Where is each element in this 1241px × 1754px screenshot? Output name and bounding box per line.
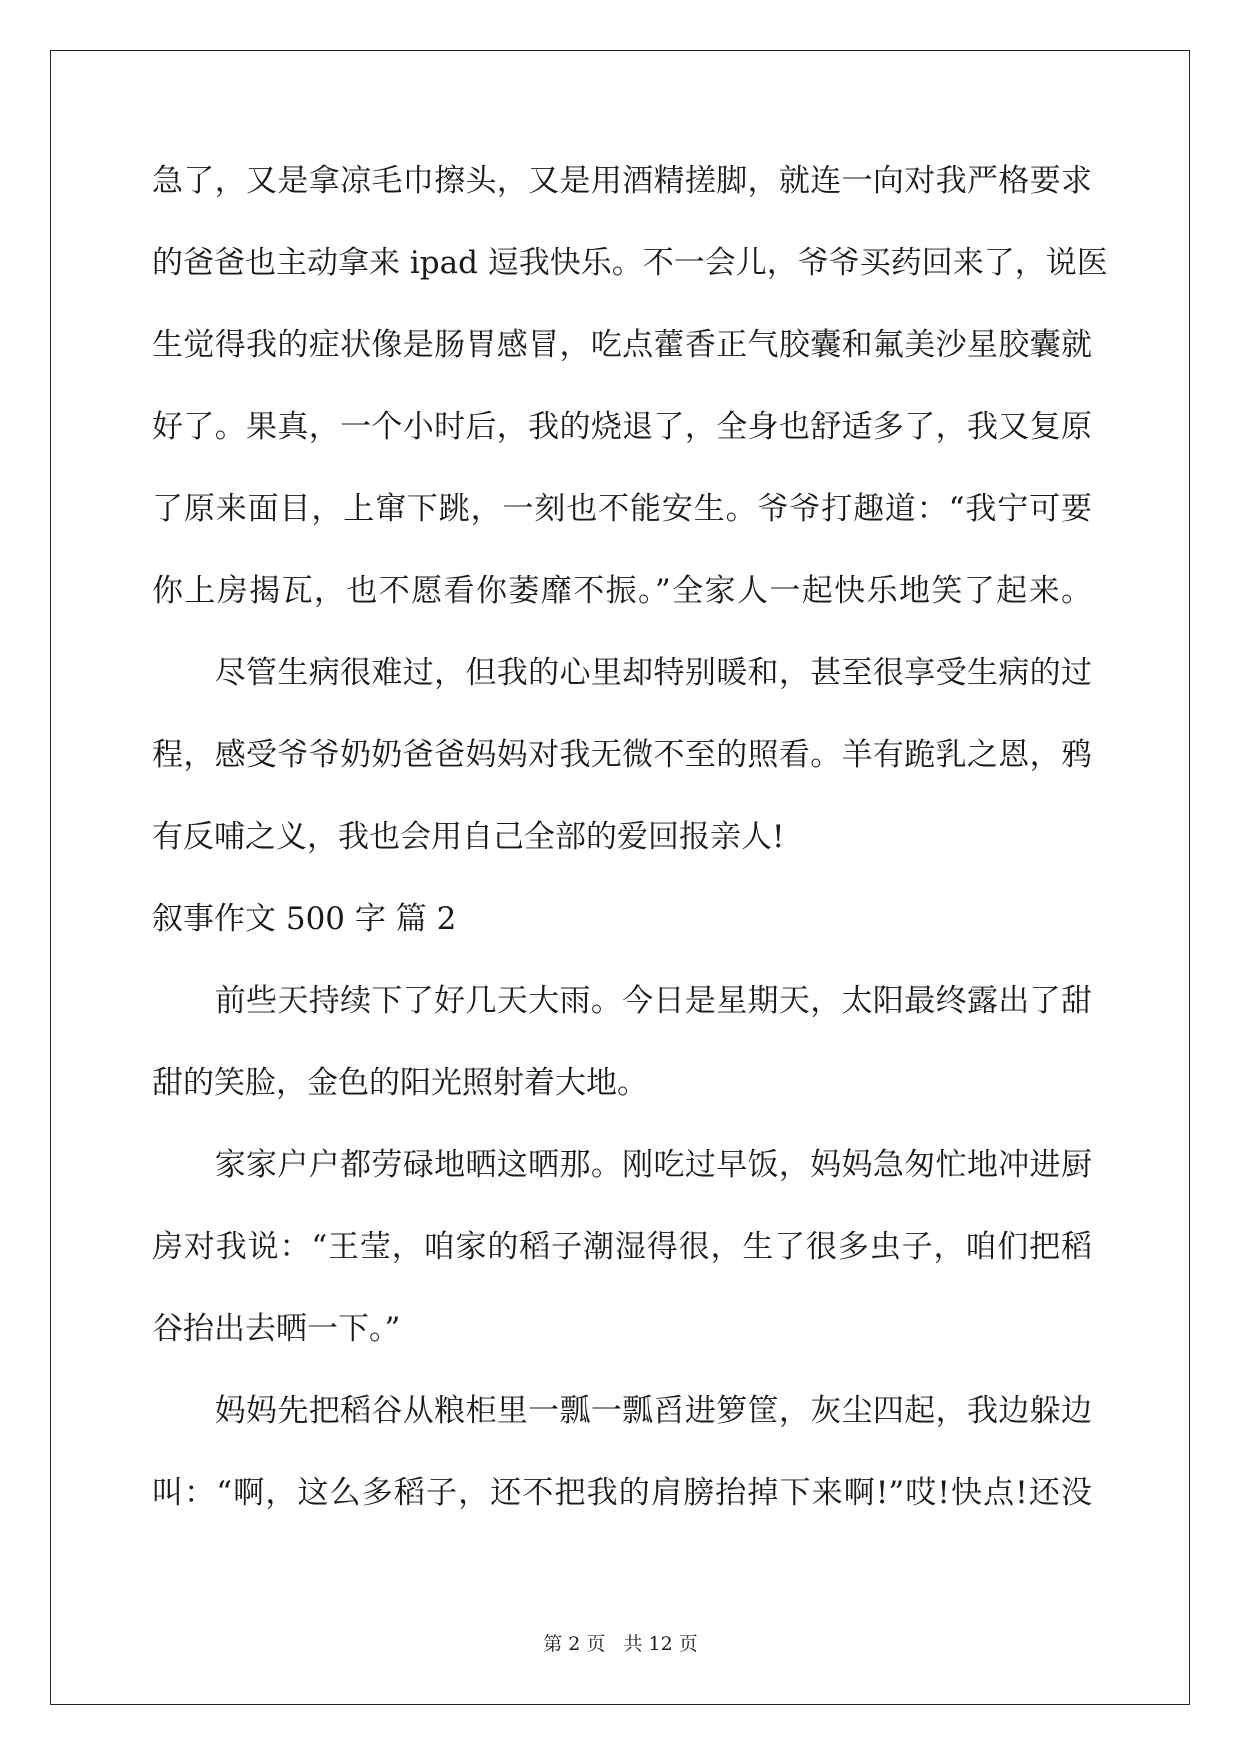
text-line: 谷抬出去晒一下。” bbox=[152, 1311, 401, 1347]
page-footer bbox=[0, 1629, 1241, 1656]
text-line: 房对我说：“王莹，咱家的稻子潮湿得很，生了很多虫子，咱们把稻 bbox=[152, 1229, 1092, 1265]
text-line: 程，感受爷爷奶奶爸爸妈妈对我无微不至的照看。羊有跪乳之恩，鸦 bbox=[152, 737, 1092, 773]
text-line: 家家户户都劳碌地晒这晒那。刚吃过早饭，妈妈急匆忙地冲进厨 bbox=[152, 1147, 1092, 1183]
text-line: 尽管生病很难过，但我的心里却特别暖和，甚至很享受生病的过 bbox=[152, 655, 1092, 691]
page-total: 共 12 页 bbox=[623, 1633, 698, 1655]
text-line: 你上房揭瓦，也不愿看你萎靡不振。”全家人一起快乐地笑了起来。 bbox=[152, 573, 1092, 609]
page-number: 第 2 页 bbox=[543, 1633, 606, 1655]
text-line: 了原来面目，上窜下跳，一刻也不能安生。爷爷打趣道：“我宁可要 bbox=[152, 491, 1092, 527]
text-line: 生觉得我的症状像是肠胃感冒，吃点藿香正气胶囊和氟美沙星胶囊就 bbox=[152, 327, 1092, 363]
section-heading: 叙事作文 500 字 篇 2 bbox=[152, 901, 457, 937]
text-line: 的爸爸也主动拿来 ipad 逗我快乐。不一会儿，爷爷买药回来了，说医 bbox=[152, 245, 1108, 281]
text-line: 妈妈先把稻谷从粮柜里一瓢一瓢舀进箩筐，灰尘四起，我边躲边 bbox=[152, 1393, 1092, 1429]
text-line: 有反哺之义，我也会用自己全部的爱回报亲人! bbox=[152, 819, 785, 855]
text-line: 前些天持续下了好几天大雨。今日是星期天，太阳最终露出了甜 bbox=[152, 983, 1092, 1019]
text-line: 甜的笑脸，金色的阳光照射着大地。 bbox=[152, 1065, 648, 1101]
text-line: 好了。果真，一个小时后，我的烧退了，全身也舒适多了，我又复原 bbox=[152, 409, 1092, 445]
text-line: 急了，又是拿凉毛巾擦头，又是用酒精搓脚，就连一向对我严格要求 bbox=[152, 163, 1092, 199]
text-line: 叫：“啊，这么多稻子，还不把我的肩膀抬掉下来啊!”哎!快点!还没 bbox=[152, 1475, 1092, 1511]
document-body bbox=[152, 155, 1108, 1549]
